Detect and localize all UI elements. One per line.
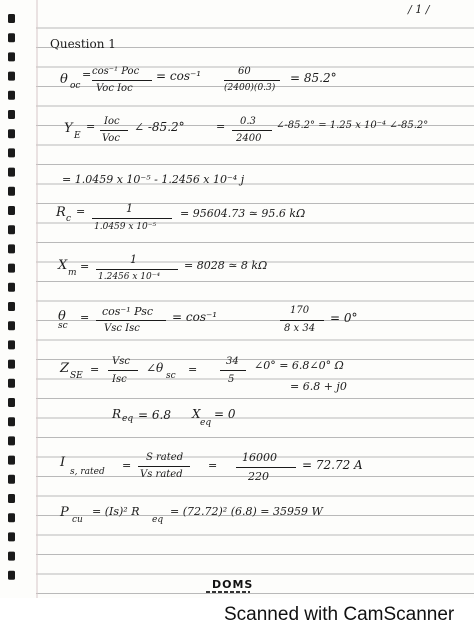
scanner-footer: [0, 598, 474, 632]
rc-num: 1: [126, 202, 133, 215]
binder-hole: [8, 225, 15, 234]
xm-lhs: X: [58, 258, 68, 273]
question-title: Question 1: [50, 37, 116, 51]
binder-hole: [8, 513, 15, 522]
fraction-bar: [92, 218, 172, 219]
ye-lhs: Y: [64, 121, 73, 136]
pcu-lhs: P: [60, 505, 69, 520]
equals-sign: =: [76, 205, 86, 218]
equals-sign: =: [80, 260, 90, 273]
equals-sign: =: [216, 120, 226, 133]
fraction-bar: [100, 130, 128, 131]
fraction-bar: [96, 269, 178, 270]
rc-lhs: R: [56, 205, 66, 220]
theta-oc-den2: (2400)(0.3): [224, 83, 276, 93]
theta-oc-num1: cos⁻¹ Poc: [92, 66, 140, 77]
ye-den1: Voc: [102, 133, 120, 144]
theta-sc-den2: 8 x 34: [284, 323, 316, 334]
req-label: R: [112, 407, 122, 421]
ye-num1: Ioc: [104, 116, 120, 127]
fraction-bar: [224, 80, 280, 81]
scanner-watermark: Scanned with CamScanner: [224, 604, 455, 625]
is-rated-den2: 220: [248, 470, 269, 483]
theta-sc-lhs-sub: sc: [58, 321, 68, 331]
binder-hole: [8, 379, 15, 388]
theta-oc-num2: 60: [238, 66, 251, 77]
fraction-bar: [96, 320, 166, 321]
ye-den2: 2400: [236, 133, 262, 144]
req-sub: eq: [122, 414, 134, 424]
theta-oc-den1: Voc Ioc: [96, 83, 133, 94]
binder-hole: [8, 532, 15, 541]
zse-result1: ∠0° = 6.8∠0° Ω: [254, 359, 344, 372]
binder-hole: [8, 302, 15, 311]
binder-hole: [8, 206, 15, 215]
binder-hole: [8, 494, 15, 503]
binder-hole: [8, 360, 15, 369]
fraction-bar: [232, 130, 272, 131]
binder-hole: [8, 33, 15, 42]
binder-hole: [8, 436, 15, 445]
binder-hole: [8, 129, 15, 138]
ye-num2: 0.3: [240, 116, 256, 127]
ye-rect-equation: = 1.0459 x 10⁻⁵ - 1.2456 x 10⁻⁴ j: [62, 173, 245, 186]
theta-oc-lhs: θ: [60, 72, 68, 87]
theta-sc-eq2: = cos⁻¹: [172, 310, 218, 324]
is-rated-lhs-sub: s, rated: [70, 467, 105, 477]
xm-result: = 8028 ≃ 8 kΩ: [184, 259, 268, 272]
xm-num: 1: [130, 253, 137, 266]
equals-sign: =: [86, 120, 96, 133]
equals-sign: =: [80, 311, 90, 324]
binder-hole: [8, 321, 15, 330]
binder-hole: [8, 148, 15, 157]
zse-lhs: Z: [60, 361, 70, 376]
binder-hole: [8, 417, 15, 426]
theta-oc-result: = 85.2°: [290, 71, 337, 85]
theta-sc-result: = 0°: [330, 311, 358, 325]
zse-lhs-sub: SE: [70, 371, 83, 381]
fraction-bar: [220, 370, 246, 371]
rc-lhs-sub: c: [66, 214, 72, 224]
equals-sign: =: [208, 459, 218, 472]
fraction-bar: [236, 467, 296, 468]
notebook-brand-logo: DOMS: [212, 578, 254, 591]
rc-den: 1.0459 x 10⁻⁵: [94, 222, 157, 232]
binder-hole: [8, 110, 15, 119]
fraction-bar: [108, 370, 138, 371]
is-rated-result: = 72.72 A: [302, 458, 363, 472]
ye-result: ∠-85.2° = 1.25 x 10⁻⁴ ∠-85.2°: [276, 120, 429, 131]
binder-hole: [8, 475, 15, 484]
req-value: = 6.8: [138, 408, 171, 422]
ye-lhs-sub: E: [74, 131, 81, 141]
equals-sign: =: [122, 459, 132, 472]
zse-angle1: ∠θ: [146, 361, 164, 375]
binder-hole: [8, 52, 15, 61]
zse-den1: Isc: [112, 374, 127, 385]
theta-sc-den1: Vsc Isc: [104, 323, 140, 334]
is-rated-num1: S rated: [146, 452, 184, 463]
is-rated-num2: 16000: [242, 451, 277, 464]
binder-hole: [8, 283, 15, 292]
binder-hole: [8, 72, 15, 81]
xeq-sub: eq: [200, 418, 212, 428]
pcu-expr: = (Is)² R: [92, 505, 140, 518]
zse-num2: 34: [226, 356, 239, 367]
theta-oc-eq2: = cos⁻¹: [156, 69, 202, 83]
pcu-lhs-sub: cu: [72, 515, 83, 525]
binder-hole: [8, 552, 15, 561]
binder-hole: [8, 187, 15, 196]
fraction-bar: [92, 80, 152, 81]
zse-den2: 5: [228, 374, 235, 385]
page-marker: / 1 /: [408, 3, 430, 16]
binder-hole: [8, 168, 15, 177]
zse-result2: = 6.8 + j0: [290, 380, 347, 393]
theta-sc-num1: cos⁻¹ Psc: [102, 305, 154, 318]
equals-sign: =: [82, 68, 92, 81]
binder-hole: [8, 264, 15, 273]
zse-num1: Vsc: [112, 356, 130, 367]
equals-sign: =: [188, 363, 198, 376]
zse-angle1-sub: sc: [166, 371, 176, 381]
ye-angle1: ∠ -85.2°: [134, 120, 185, 134]
fraction-bar: [138, 466, 190, 467]
binder-hole: [8, 91, 15, 100]
xeq-value: = 0: [214, 407, 236, 421]
theta-oc-lhs-sub: oc: [70, 81, 81, 91]
binder-hole: [8, 456, 15, 465]
xeq-label: X: [192, 407, 201, 421]
binder-hole: [8, 244, 15, 253]
binder-hole: [8, 14, 15, 23]
is-rated-lhs: I: [60, 455, 66, 470]
rc-result: = 95604.73 ≃ 95.6 kΩ: [180, 207, 306, 220]
is-rated-den1: Vs rated: [140, 469, 183, 480]
xm-den: 1.2456 x 10⁻⁴: [98, 272, 161, 282]
brand-underline: [206, 591, 250, 593]
binder-hole: [8, 398, 15, 407]
equals-sign: =: [90, 363, 100, 376]
binder-hole: [8, 340, 15, 349]
fraction-bar: [280, 320, 324, 321]
binder-hole: [8, 571, 15, 580]
pcu-result: = (72.72)² (6.8) = 35959 W: [170, 505, 323, 518]
pcu-expr-sub: eq: [152, 515, 164, 525]
theta-sc-lhs: θ: [58, 309, 66, 324]
theta-sc-num2: 170: [290, 305, 310, 316]
xm-lhs-sub: m: [68, 268, 77, 278]
